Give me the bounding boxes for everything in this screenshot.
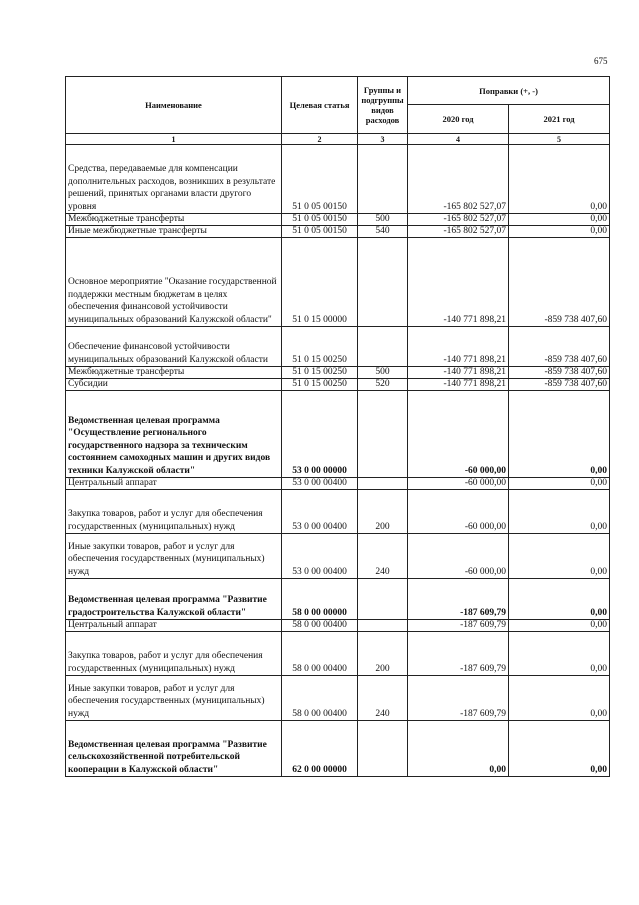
- row-amount-2021: 0,00: [509, 391, 610, 478]
- row-amount-2020: -60 000,00: [408, 391, 509, 478]
- row-name: Межбюджетные трансферты: [66, 367, 282, 379]
- row-group: 540: [358, 226, 408, 238]
- row-group: 500: [358, 214, 408, 226]
- table-row: [66, 579, 610, 620]
- row-name: Средства, передаваемые для компенсации дополнительных расходов, возникших в результате решений, принятых органами власти другого уровня: [66, 145, 282, 214]
- row-name: Субсидии: [66, 379, 282, 391]
- row-amount-2020: -187 609,79: [408, 579, 509, 620]
- row-group: [358, 145, 408, 214]
- row-name: Ведомственная целевая программа "Осуществление регионального государственного надзора за техническим состоянием самоходных машин и других видов техники Калужской области": [66, 391, 282, 478]
- row-group: [358, 327, 408, 367]
- table-row: [66, 478, 610, 490]
- row-amount-2020: -187 609,79: [408, 676, 509, 721]
- row-name: Закупка товаров, работ и услуг для обеспечения государственных (муниципальных) нужд: [66, 490, 282, 534]
- row-amount-2020: -187 609,79: [408, 620, 509, 632]
- table-row: [66, 379, 610, 391]
- row-amount-2021: -859 738 407,60: [509, 327, 610, 367]
- row-amount-2021: 0,00: [509, 490, 610, 534]
- row-name: Основное мероприятие "Оказание государственной поддержки местным бюджетам в целях обеспечения финансовой устойчивости муниципальных образований Калужской области": [66, 238, 282, 327]
- page-number: 675: [594, 56, 608, 66]
- table-row: [66, 620, 610, 632]
- row-amount-2021: 0,00: [509, 579, 610, 620]
- row-group: [358, 478, 408, 490]
- column-number: 3: [358, 134, 408, 145]
- row-amount-2021: -859 738 407,60: [509, 367, 610, 379]
- row-name: Иные закупки товаров, работ и услуг для обеспечения государственных (муниципальных) нужд: [66, 534, 282, 579]
- row-group: 240: [358, 534, 408, 579]
- row-code: 58 0 00 00400: [282, 632, 358, 676]
- budget-amendments-table: [65, 76, 610, 777]
- table-row: [66, 145, 610, 214]
- row-amount-2020: -60 000,00: [408, 490, 509, 534]
- table-row: [66, 534, 610, 579]
- row-name: Иные межбюджетные трансферты: [66, 226, 282, 238]
- row-amount-2020: -187 609,79: [408, 632, 509, 676]
- row-code: 51 0 15 00000: [282, 238, 358, 327]
- row-amount-2021: -859 738 407,60: [509, 238, 610, 327]
- table-row: [66, 632, 610, 676]
- row-code: 51 0 05 00150: [282, 214, 358, 226]
- row-amount-2020: -140 771 898,21: [408, 379, 509, 391]
- row-group: 200: [358, 632, 408, 676]
- table-row: [66, 238, 610, 327]
- row-group: [358, 579, 408, 620]
- table-row: [66, 327, 610, 367]
- row-code: 62 0 00 00000: [282, 721, 358, 777]
- row-group: 520: [358, 379, 408, 391]
- row-code: 58 0 00 00000: [282, 579, 358, 620]
- row-code: 58 0 00 00400: [282, 676, 358, 721]
- row-group: [358, 721, 408, 777]
- header-code: Целевая статья: [282, 77, 358, 134]
- row-group: 500: [358, 367, 408, 379]
- row-amount-2020: -165 802 527,07: [408, 226, 509, 238]
- header-year-2020: 2020 год: [408, 105, 509, 134]
- row-name: Ведомственная целевая программа "Развитие градостроительства Калужской области": [66, 579, 282, 620]
- row-amount-2021: 0,00: [509, 214, 610, 226]
- row-code: 53 0 00 00400: [282, 490, 358, 534]
- row-code: 53 0 00 00400: [282, 534, 358, 579]
- row-code: 58 0 00 00400: [282, 620, 358, 632]
- table-row: [66, 676, 610, 721]
- column-number: 4: [408, 134, 509, 145]
- row-amount-2021: 0,00: [509, 620, 610, 632]
- row-amount-2020: 0,00: [408, 721, 509, 777]
- table-row: [66, 214, 610, 226]
- row-name: Иные закупки товаров, работ и услуг для обеспечения государственных (муниципальных) нужд: [66, 676, 282, 721]
- header-amendments: Поправки (+, -): [408, 77, 610, 105]
- row-code: 53 0 00 00000: [282, 391, 358, 478]
- row-amount-2021: 0,00: [509, 478, 610, 490]
- row-code: 51 0 15 00250: [282, 327, 358, 367]
- table-row: [66, 367, 610, 379]
- row-name: Обеспечение финансовой устойчивости муниципальных образований Калужской области: [66, 327, 282, 367]
- header-group: Группы и подгруппы видов расходов: [358, 77, 408, 134]
- row-name: Ведомственная целевая программа "Развитие сельскохозяйственной потребительской кооперации в Калужской области": [66, 721, 282, 777]
- row-group: 200: [358, 490, 408, 534]
- row-name: Центральный аппарат: [66, 478, 282, 490]
- table-row: [66, 721, 610, 777]
- table-row: [66, 391, 610, 478]
- row-amount-2020: -60 000,00: [408, 478, 509, 490]
- header-year-2021: 2021 год: [509, 105, 610, 134]
- column-number: 1: [66, 134, 282, 145]
- row-group: 240: [358, 676, 408, 721]
- row-name: Центральный аппарат: [66, 620, 282, 632]
- row-amount-2020: -165 802 527,07: [408, 145, 509, 214]
- row-amount-2020: -140 771 898,21: [408, 327, 509, 367]
- row-amount-2021: 0,00: [509, 721, 610, 777]
- row-code: 51 0 05 00150: [282, 145, 358, 214]
- row-amount-2021: 0,00: [509, 676, 610, 721]
- row-code: 51 0 15 00250: [282, 379, 358, 391]
- header-name: Наименование: [66, 77, 282, 134]
- row-amount-2020: -60 000,00: [408, 534, 509, 579]
- row-group: [358, 620, 408, 632]
- column-number: 5: [509, 134, 610, 145]
- row-amount-2020: -165 802 527,07: [408, 214, 509, 226]
- row-code: 53 0 00 00400: [282, 478, 358, 490]
- row-amount-2021: 0,00: [509, 145, 610, 214]
- table-row: [66, 226, 610, 238]
- row-amount-2021: -859 738 407,60: [509, 379, 610, 391]
- row-amount-2021: 0,00: [509, 226, 610, 238]
- column-number: 2: [282, 134, 358, 145]
- row-group: [358, 391, 408, 478]
- row-amount-2020: -140 771 898,21: [408, 238, 509, 327]
- table-row: [66, 490, 610, 534]
- row-amount-2021: 0,00: [509, 534, 610, 579]
- row-amount-2020: -140 771 898,21: [408, 367, 509, 379]
- row-code: 51 0 05 00150: [282, 226, 358, 238]
- row-name: Межбюджетные трансферты: [66, 214, 282, 226]
- row-name: Закупка товаров, работ и услуг для обеспечения государственных (муниципальных) нужд: [66, 632, 282, 676]
- row-amount-2021: 0,00: [509, 632, 610, 676]
- row-code: 51 0 15 00250: [282, 367, 358, 379]
- row-group: [358, 238, 408, 327]
